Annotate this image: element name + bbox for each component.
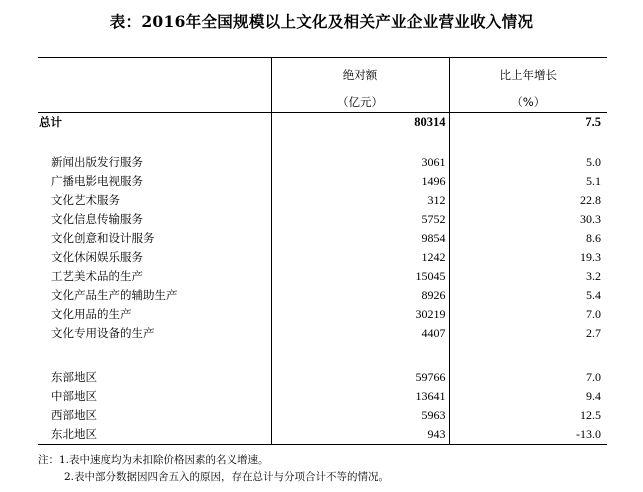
row-growth: 7.0 — [449, 305, 607, 324]
row-value: 1242 — [271, 248, 449, 267]
row-value: 312 — [271, 191, 449, 210]
table-row — [38, 286, 607, 305]
row-growth: 8.6 — [449, 229, 607, 248]
row-label: 文化专用设备的生产 — [51, 326, 155, 340]
row-value: 5752 — [271, 210, 449, 229]
row-growth: 7.0 — [449, 368, 607, 387]
row-growth: 30.3 — [449, 210, 607, 229]
row-value: 8926 — [271, 286, 449, 305]
table-row — [38, 368, 607, 387]
row-label: 文化产品生产的辅助生产 — [51, 288, 178, 302]
unit-absolute: （亿元） — [271, 92, 449, 113]
table-row — [38, 425, 607, 445]
row-growth: 12.5 — [449, 406, 607, 425]
row-value: 5963 — [271, 406, 449, 425]
row-label: 中部地区 — [51, 389, 97, 403]
table-row — [38, 248, 607, 267]
row-label: 文化艺术服务 — [51, 193, 120, 207]
row-label: 西部地区 — [51, 408, 97, 422]
header-row — [38, 58, 607, 93]
table-row — [38, 229, 607, 248]
unit-growth: （%） — [449, 92, 607, 113]
row-label: 新闻出版发行服务 — [51, 155, 143, 169]
row-growth: -13.0 — [449, 425, 607, 445]
row-growth: 5.1 — [449, 172, 607, 191]
table-header — [38, 58, 607, 154]
table-row — [38, 210, 607, 229]
row-label: 广播电影电视服务 — [51, 174, 143, 188]
spacer-row — [38, 131, 607, 153]
table-row — [38, 305, 607, 324]
total-growth: 7.5 — [449, 113, 607, 132]
row-label: 文化创意和设计服务 — [51, 231, 155, 245]
table-row — [38, 267, 607, 286]
header-growth: 比上年增长 — [449, 58, 607, 93]
row-value: 9854 — [271, 229, 449, 248]
table-row — [38, 153, 607, 172]
row-label: 东北地区 — [38, 425, 271, 445]
table-row — [38, 406, 607, 425]
table-row — [38, 324, 607, 343]
spacer-row — [38, 343, 607, 368]
industry-rows — [38, 153, 607, 343]
row-value: 30219 — [271, 305, 449, 324]
row-value: 4407 — [271, 324, 449, 343]
row-value: 59766 — [271, 368, 449, 387]
row-growth: 22.8 — [449, 191, 607, 210]
region-spacer — [38, 343, 607, 368]
region-rows — [38, 368, 607, 445]
footnote-2: 2.表中部分数据因四舍五入的原因，存在总计与分项合计不等的情况。 — [64, 471, 390, 483]
row-growth: 19.3 — [449, 248, 607, 267]
row-value: 943 — [271, 425, 449, 445]
row-value: 3061 — [271, 153, 449, 172]
row-growth: 5.4 — [449, 286, 607, 305]
row-value: 13641 — [271, 387, 449, 406]
footnote-1: 注：1.表中速度均为未扣除价格因素的名义增速。 — [38, 454, 269, 466]
row-value: 15045 — [271, 267, 449, 286]
row-growth: 2.7 — [449, 324, 607, 343]
row-label: 文化用品的生产 — [51, 307, 132, 321]
total-value: 80314 — [271, 113, 449, 132]
row-label: 文化信息传输服务 — [51, 212, 143, 226]
row-growth: 3.2 — [449, 267, 607, 286]
revenue-table — [38, 57, 607, 445]
row-value: 1496 — [271, 172, 449, 191]
units-row — [38, 92, 607, 113]
total-label: 总计 — [38, 113, 271, 132]
table-row — [38, 191, 607, 210]
page-title: 表：2016年全国规模以上文化及相关产业企业营业收入情况 — [109, 12, 534, 31]
table-row — [38, 387, 607, 406]
header-absolute: 绝对额 — [271, 58, 449, 93]
footnotes — [38, 452, 389, 486]
row-growth: 5.0 — [449, 153, 607, 172]
table-row — [38, 172, 607, 191]
row-label: 工艺美术品的生产 — [51, 269, 143, 283]
row-label: 文化休闲娱乐服务 — [51, 250, 143, 264]
header-blank-cell — [38, 58, 271, 93]
row-growth: 9.4 — [449, 387, 607, 406]
total-row — [38, 113, 607, 132]
row-label: 东部地区 — [51, 370, 97, 384]
units-blank-cell — [38, 92, 271, 113]
